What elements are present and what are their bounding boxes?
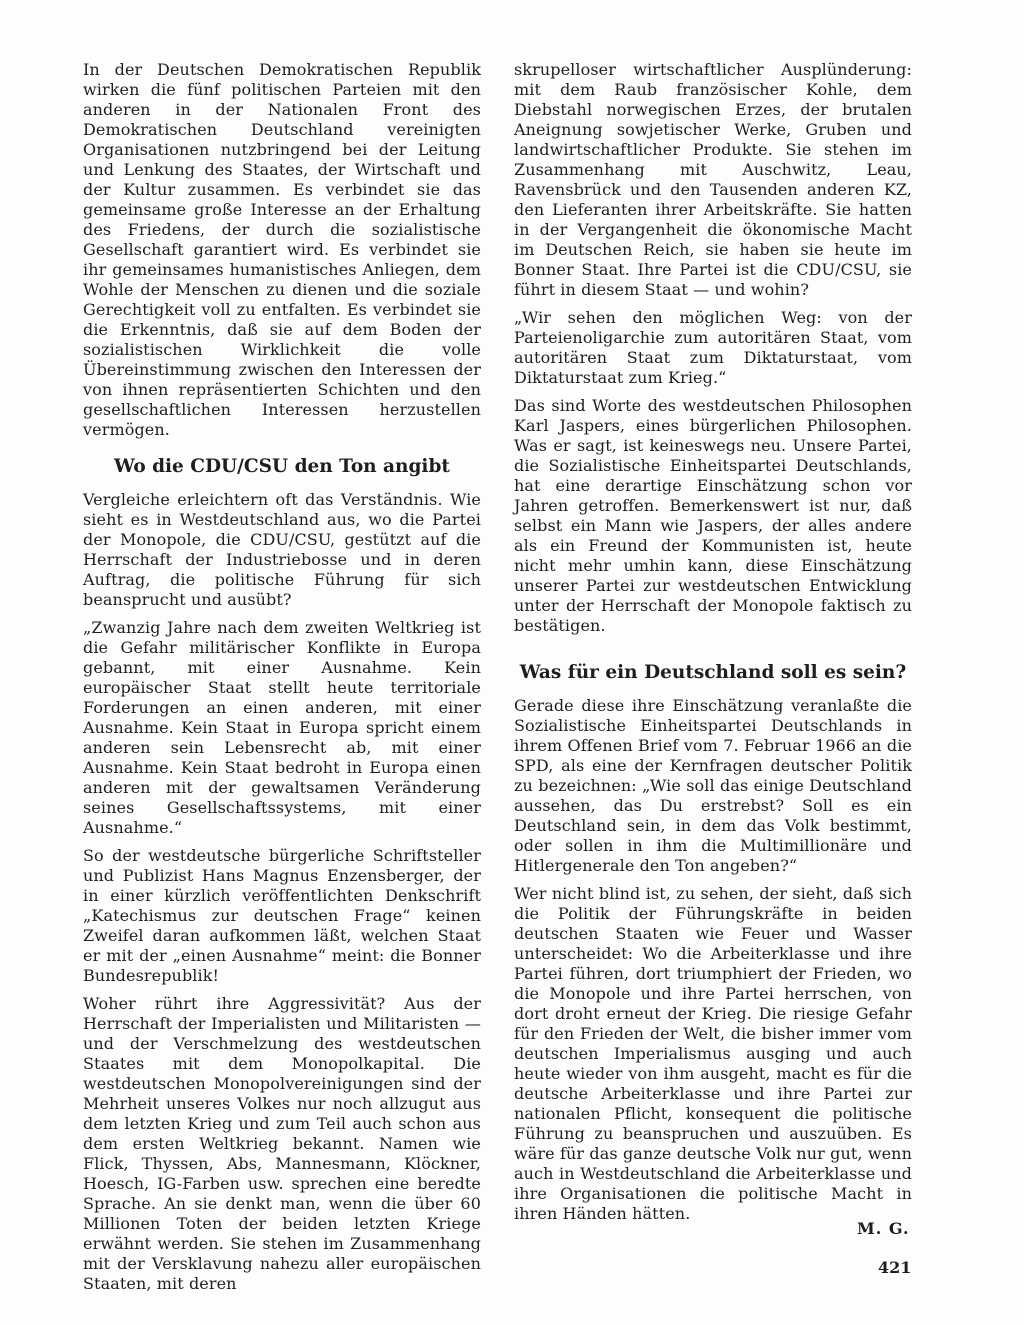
page-number: 421: [878, 1258, 912, 1277]
section-heading-germany: Was für ein Deutschland soll es sein?: [519, 662, 907, 683]
paragraph-aggressiveness: Woher rührt ihre Aggressivität? Aus der Herrschaft der Imperialisten und Militaristen — und der Verschmelzung des westdeutschen Staates mit dem Monopolkapital. Die westdeutschen Monopolvereinigungen sind der Mehrheit unseres Volkes nur noch allzugut aus dem letzten Krieg und zum Teil auch schon aus dem ersten Weltkrieg bekannt. Namen wie Flick, Thyssen, Abs, Mannesmann, Klöckner, Hoesch, IG-Farben usw. sprechen eine beredte Sprache. An sie denkt man, wenn die über 60 Millionen Toten der beiden letzten Kriege erwähnt werden. Sie stehen im Zusammenhang mit der Versklavung nahezu aller europäischen Staaten, mit deren: [83, 994, 481, 1293]
right-column: [514, 60, 912, 1224]
section-heading-cdu-csu: Wo die CDU/CSU den Ton angibt: [114, 456, 450, 477]
paragraph-jaspers-comment: Das sind Worte des westdeutschen Philosophen Karl Jaspers, eines bürgerlichen Philosophen. Was er sagt, ist keineswegs neu. Unsere Partei, die Sozialistische Einheitspartei Deutschlands, hat eine derartige Einschätzung schon vor Jahren getroffen. Bemerkenswert ist nur, daß selbst ein Mann wie Jaspers, der alles andere als ein Freund der Kommunisten ist, heute nicht mehr umhin kann, diese Einschätzung unserer Partei zur westdeutschen Entwicklung unter der Herrschaft der Monopole faktisch zu bestätigen.: [514, 396, 912, 635]
paragraph-enzensberger-attribution: So der westdeutsche bürgerliche Schriftsteller und Publizist Hans Magnus Enzensberger, der in einer kürzlich veröffentlichten Denkschrift „Katechismus zur deutschen Frage“ keinen Zweifel daran aufkommen läßt, welchen Staat er mit der „einen Ausnahme“ meint: die Bonner Bundesrepublik!: [83, 846, 481, 985]
paragraph-enzensberger-quote: „Zwanzig Jahre nach dem zweiten Weltkrieg ist die Gefahr militärischer Konflikte in Europa gebannt, mit einer Ausnahme. Kein europäischer Staat stellt heute territoriale Forderungen an einen anderen, mit einer Ausnahme. Kein Staat in Europa spricht einem anderen sein Lebensrecht ab, mit einer Ausnahme. Kein Staat bedroht in Europa einen anderen mit der gewaltsamen Veränderung seines Gesellschaftssystems, mit einer Ausnahme.“: [83, 618, 481, 837]
paragraph-intro: In der Deutschen Demokratischen Republik wirken die fünf politischen Parteien mit den anderen in der Nationalen Front des Demokratischen Deutschland vereinigten Organisationen nutzbringend bei der Leitung und Lenkung des Staates, der Wirtschaft und der Kultur zusammen. Es verbindet sie das gemeinsame große Interesse an der Erhaltung des Friedens, der durch die sozialistische Gesellschaft garantiert wird. Es verbindet sie ihr gemeinsames humanistisches Anliegen, dem Wohle der Menschen zu dienen und die soziale Gerechtigkeit voll zu entfalten. Es verbindet sie die Erkenntnis, daß sie auf dem Boden der sozialistischen Wirklichkeit die volle Übereinstimmung zwischen den Interessen der von ihnen repräsentierten Schichten und den gesellschaftlichen Interessen herzustellen vermögen.: [83, 60, 481, 439]
author-signature: M. G.: [857, 1219, 910, 1238]
paragraph-exploitation: skrupelloser wirtschaftlicher Ausplünderung: mit dem Raub französischer Kohle, dem Diebstahl norwegischen Erzes, der brutalen Aneignung sowjetischer Werke, Gruben und landwirtschaftlicher Produkte. Sie stehen im Zusammenhang mit Auschwitz, Leau, Ravensbrück und den Tausenden anderen KZ, den Lieferanten ihrer Arbeitskräfte. Sie hatten in der Vergangenheit die ökonomische Macht im Deutschen Reich, sie haben sie heute im Bonner Staat. Ihre Partei ist die CDU/CSU, sie führt in diesem Staat — und wohin?: [514, 60, 912, 299]
paragraph-comparison: Vergleiche erleichtern oft das Verständnis. Wie sieht es in Westdeutschland aus, wo die Partei der Monopole, die CDU/CSU, gestützt auf die Herrschaft der Industriebosse und in deren Auftrag, die politische Führung für sich beansprucht und ausübt?: [83, 490, 481, 609]
paragraph-conclusion: Wer nicht blind ist, zu sehen, der sieht, daß sich die Politik der Führungskräfte in beiden deutschen Staaten wie Feuer und Wasser unterscheidet: Wo die Arbeiterklasse und ihre Partei führen, dort triumphiert der Frieden, wo die Monopole und ihre Partei herrschen, von dort droht erneut der Krieg. Die riesige Gefahr für den Frieden der Welt, die bisher immer vom deutschen Imperialismus ausging und auch heute wieder von ihm ausgeht, macht es für die deutsche Arbeiterklasse und ihre Partei zur nationalen Pflicht, konsequent die politische Führung zu beanspruchen und auszuüben. Es wäre für das ganze deutsche Volk nur gut, wenn auch in Westdeutschland die Arbeiterklasse und ihre Organisationen die politische Macht in ihren Händen hätten.: [514, 884, 912, 1223]
paragraph-jaspers-quote: „Wir sehen den möglichen Weg: von der Parteienoligarchie zum autoritären Staat, vom autoritären Staat zum Diktaturstaat, vom Diktaturstaat zum Krieg.“: [514, 308, 912, 387]
paragraph-open-letter: Gerade diese ihre Einschätzung veranlaßte die Sozialistische Einheitspartei Deutschlands in ihrem Offenen Brief vom 7. Februar 1966 an die SPD, als eine der Kernfragen deutscher Politik zu bezeichnen: „Wie soll das einige Deutschland aussehen, das Du erstrebst? Soll es ein Deutschland sein, in dem das Volk bestimmt, oder sollen in ihm die Multimillionäre und Hitlergenerale den Ton angeben?“: [514, 696, 912, 875]
left-column: [83, 60, 481, 1294]
